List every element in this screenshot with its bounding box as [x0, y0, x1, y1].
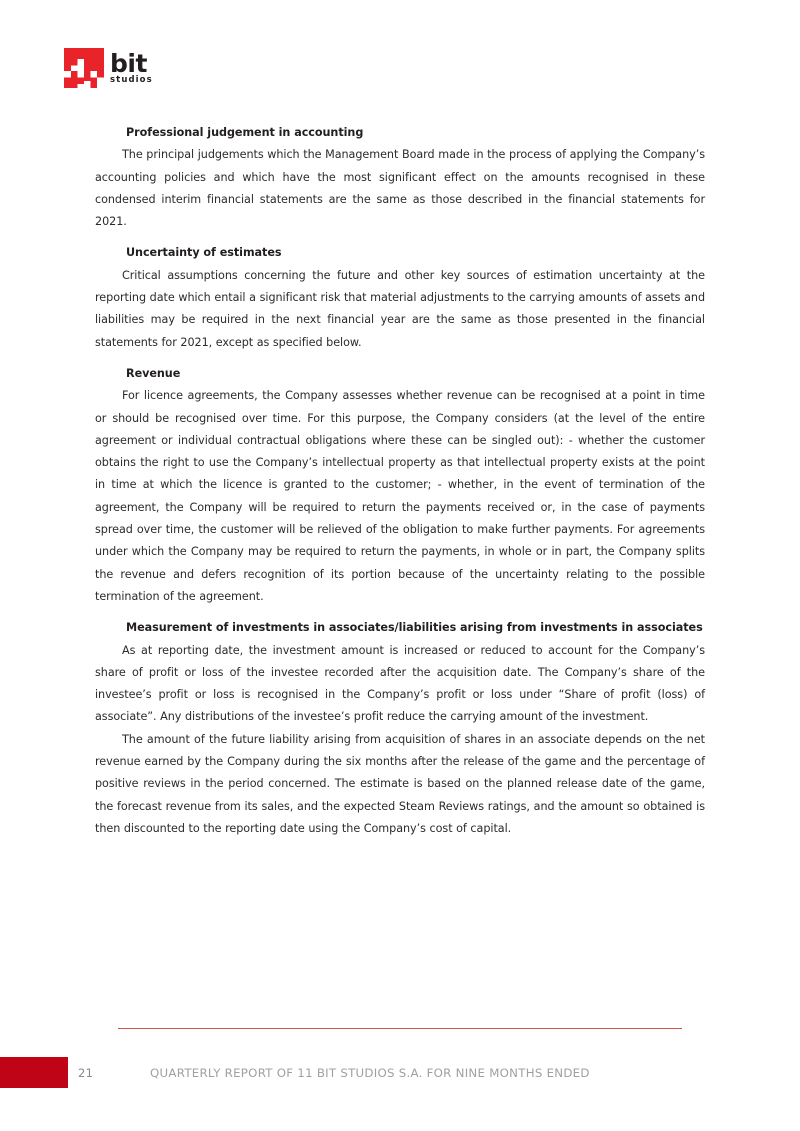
footer-page-number: 21: [78, 1066, 94, 1080]
logo-wordmark: [110, 49, 153, 85]
footer-accent-block: [0, 1057, 68, 1088]
document-body: [95, 122, 705, 840]
section-paragraph: The amount of the future liability arising from acquisition of shares in an associate depends on the net revenue earned by the Company during the six months after the release of the game and the percentage of positive reviews in the period concerned. The estimate is based on the planned release date of the game, the forecast revenue from its sales, and the expected Steam Reviews ratings, and the amount so obtained is then discounted to the reporting date using the Company’s cost of capital.: [95, 732, 705, 835]
section-heading-measurement-of-investments: Measurement of investments in associates/liabilities arising from investments in associates: [126, 621, 703, 635]
section-paragraph: As at reporting date, the investment amount is increased or reduced to account for the Company’s share of profit or loss of the investee recorded after the acquisition date. The Company’s share of the investee’s profit or loss is recognised in the Company’s profit or loss under “Share of profit (loss) of associate”. Any distributions of the investee’s profit reduce the carrying amount of the investment.: [95, 643, 705, 724]
section-paragraph: The principal judgements which the Management Board made in the process of applying the Company’s accounting policies and which have the most significant effect on the amounts recognised in these condensed interim financial statements are the same as those described in the financial statements for 2021.: [95, 148, 705, 229]
section-spacer: [95, 354, 705, 363]
logo-wordmark-primary: bit: [110, 49, 147, 78]
logo-wordmark-secondary: studios: [110, 75, 153, 85]
footer-report-title: QUARTERLY REPORT OF 11 BIT STUDIOS S.A. FOR NINE MONTHS ENDED: [150, 1066, 590, 1080]
company-logo: [64, 48, 164, 94]
section-spacer: [95, 233, 705, 242]
section-paragraph: Critical assumptions concerning the future and other key sources of estimation uncertainty at the reporting date which entail a significant risk that material adjustments to the carrying amounts of assets and liabilities may be required in the next financial year are the same as those presented in the financial statements for 2021, except as specified below.: [95, 268, 705, 349]
11-bit-studios-logo-mark-icon: [64, 48, 104, 88]
section-spacer: [95, 608, 705, 617]
section-heading-revenue: Revenue: [126, 366, 181, 380]
section-paragraph: For licence agreements, the Company assesses whether revenue can be recognised at a point in time or should be recognised over time. For this purpose, the Company considers (at the level of the entire agreement or individual contractual obligations where these can be singled out): - whether the customer obtains the right to use the Company’s intellectual property as that intellectual property exists at the point in time at which the licence is granted to the customer; - whether, in the event of termination of the agreement, the Company will be required to return the payments received or, in the case of payments spread over time, the customer will be relieved of the obligation to make further payments. For agreements under which the Company may be required to return the payments, in whole or in part, the Company splits the revenue and defers recognition of its portion because of the uncertainty relating to the possible termination of the agreement.: [95, 389, 705, 603]
section-heading-uncertainty-of-estimates: Uncertainty of estimates: [126, 246, 282, 260]
footer-divider-rule: [118, 1028, 682, 1029]
section-heading-professional-judgement: Professional judgement in accounting: [126, 126, 364, 139]
